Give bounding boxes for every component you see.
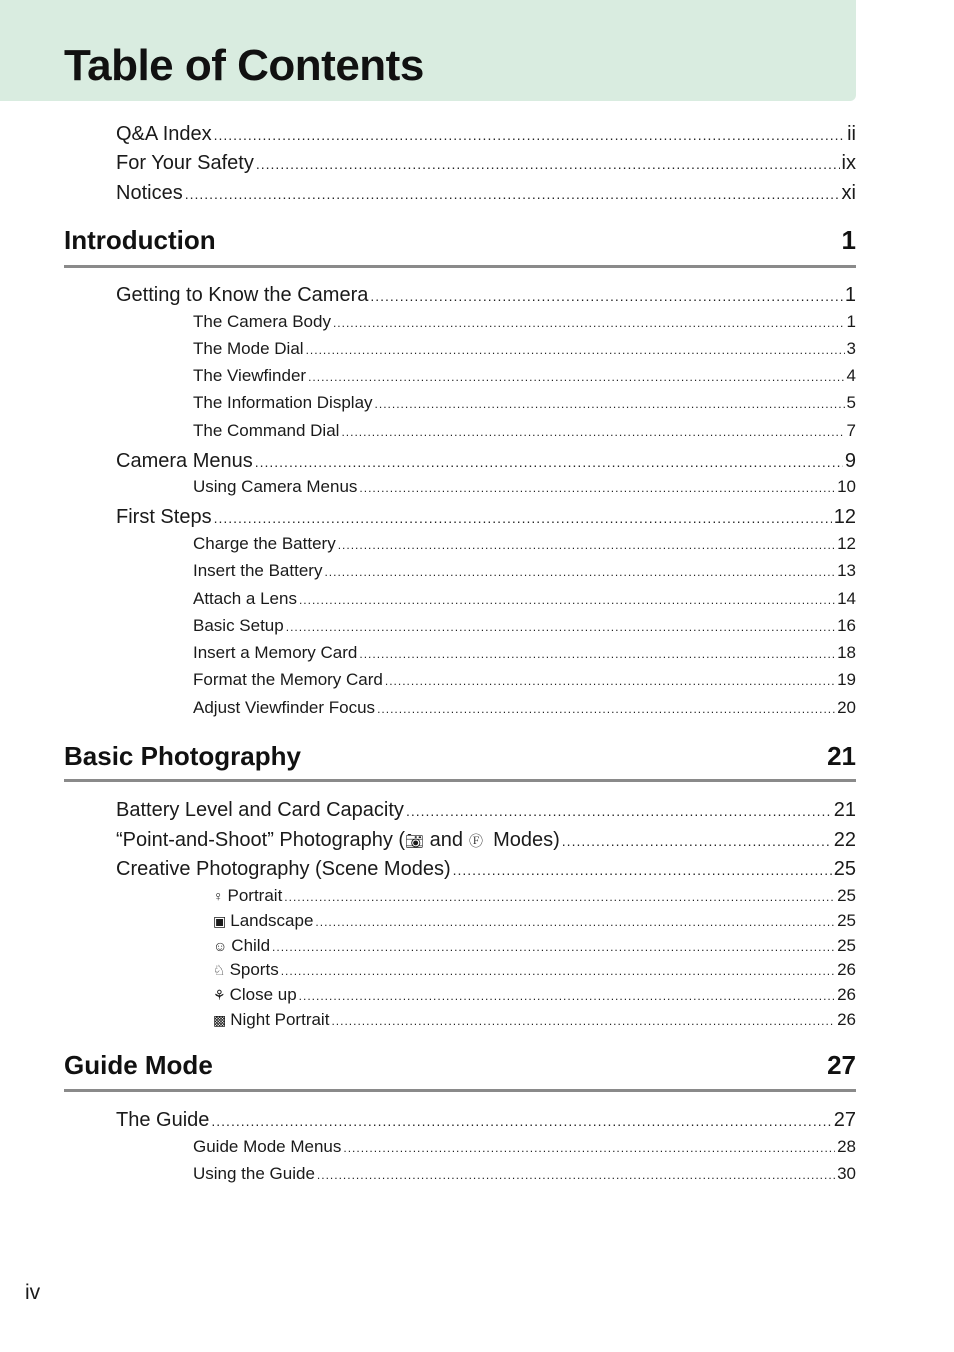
toc-entry[interactable]: First Steps ..... 12: [116, 506, 856, 532]
portrait-icon: ♀: [213, 888, 224, 904]
toc-entry[interactable]: Camera Menus ..... 9: [116, 450, 856, 476]
page-number: iv: [25, 1281, 41, 1304]
toc-subentry[interactable]: ♀ Portrait ..... 25: [213, 886, 856, 908]
toc-subentry[interactable]: Adjust Viewfinder Focus ..... 20: [193, 698, 856, 720]
toc-subentry[interactable]: Using Camera Menus ..... 10: [193, 477, 856, 499]
toc-entry-qa-index[interactable]: Q&A Index ..... ii: [116, 123, 856, 149]
toc-subentry[interactable]: Format the Memory Card ..... 19: [193, 670, 856, 692]
toc-subentry[interactable]: The Mode Dial ..... 3: [193, 339, 856, 361]
toc-subentry[interactable]: ▩ Night Portrait ..... 26: [213, 1010, 856, 1032]
section-heading-guide-mode[interactable]: Guide Mode 27: [64, 1050, 856, 1080]
toc-subentry[interactable]: ♘ Sports ..... 26: [213, 960, 856, 982]
toc-entry-for-your-safety[interactable]: For Your Safety ..... ix: [116, 152, 856, 178]
toc-subentry[interactable]: The Viewfinder ..... 4: [193, 366, 856, 388]
section-rule: [64, 1089, 856, 1092]
title-band: [0, 0, 856, 101]
section-heading-basic-photography[interactable]: Basic Photography 21: [64, 741, 856, 771]
landscape-icon: ▣: [213, 913, 227, 929]
toc-subentry[interactable]: ☺ Child ..... 25: [213, 936, 856, 958]
sports-icon: ♘: [213, 962, 226, 978]
toc-entry[interactable]: Creative Photography (Scene Modes) ..... 25: [116, 858, 856, 884]
page-title: Table of Contents: [64, 41, 424, 90]
flash-off-icon: Ⓕ: [469, 833, 484, 849]
toc-entry[interactable]: “Point-and-Shoot” Photography (📷︎ and Ⓕ Modes) ..... 22: [116, 829, 856, 855]
toc-subentry[interactable]: Using the Guide ..... 30: [193, 1164, 856, 1186]
toc-subentry[interactable]: Charge the Battery ..... 12: [193, 534, 856, 556]
auto-mode-icon: 📷︎: [405, 833, 425, 850]
section-rule: [64, 779, 856, 782]
child-icon: ☺: [213, 938, 228, 954]
toc-subentry[interactable]: Insert a Memory Card ..... 18: [193, 643, 856, 665]
toc-subentry[interactable]: Attach a Lens ..... 14: [193, 589, 856, 611]
toc-entry[interactable]: Getting to Know the Camera ..... 1: [116, 284, 856, 310]
toc-entry[interactable]: The Guide ..... 27: [116, 1109, 856, 1135]
night-portrait-icon: ▩: [213, 1012, 227, 1028]
toc-entry[interactable]: Battery Level and Card Capacity ..... 21: [116, 799, 856, 825]
toc-subentry[interactable]: ⚘ Close up ..... 26: [213, 985, 856, 1007]
toc-subentry[interactable]: The Camera Body ..... 1: [193, 312, 856, 334]
toc-subentry[interactable]: Basic Setup ..... 16: [193, 616, 856, 638]
section-heading-introduction[interactable]: Introduction 1: [64, 225, 856, 255]
toc-entry-notices[interactable]: Notices ..... xi: [116, 182, 856, 208]
toc-subentry[interactable]: ▣ Landscape ..... 25: [213, 911, 856, 933]
close-up-icon: ⚘: [213, 987, 226, 1003]
toc-subentry[interactable]: The Information Display ..... 5: [193, 393, 856, 415]
toc-subentry[interactable]: Guide Mode Menus ..... 28: [193, 1137, 856, 1159]
toc-subentry[interactable]: The Command Dial ..... 7: [193, 421, 856, 443]
section-rule: [64, 265, 856, 268]
toc-subentry[interactable]: Insert the Battery ..... 13: [193, 561, 856, 583]
